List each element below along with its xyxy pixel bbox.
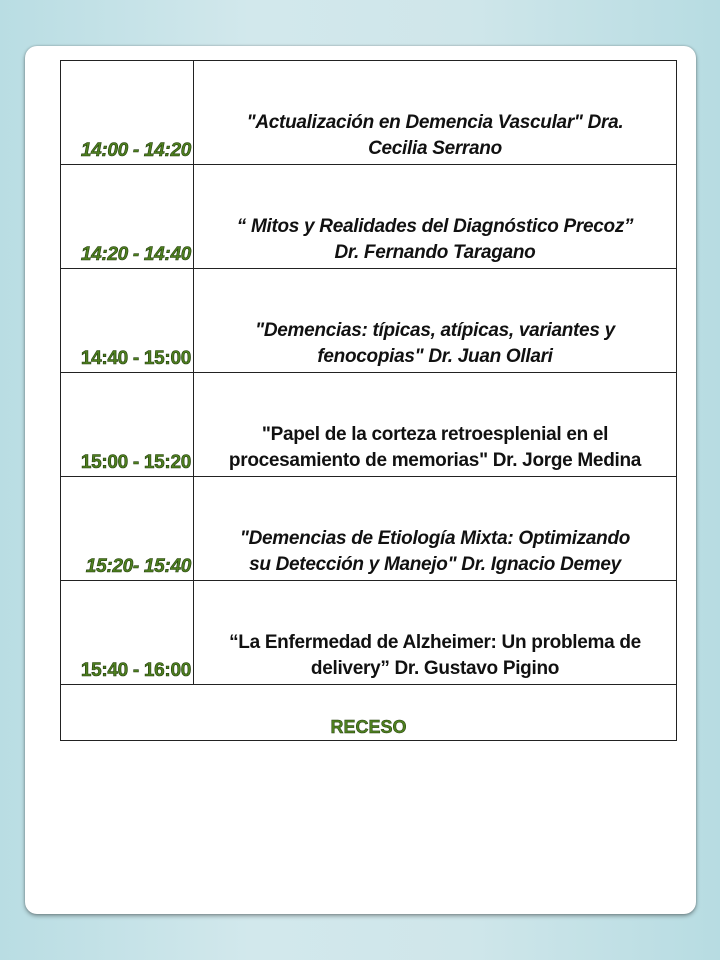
talk-title-line: "Demencias: típicas, atípicas, variantes y bbox=[255, 320, 615, 341]
talk-speaker-line: Dr. Fernando Taragano bbox=[334, 242, 536, 263]
schedule-row bbox=[61, 373, 677, 477]
time-slot: 14:20 - 14:40 bbox=[80, 244, 191, 265]
talk-cell bbox=[194, 373, 677, 477]
recess-cell bbox=[61, 685, 677, 741]
schedule-row bbox=[61, 477, 677, 581]
schedule-row bbox=[61, 581, 677, 685]
schedule-table bbox=[60, 60, 677, 741]
time-cell bbox=[61, 165, 194, 269]
talk-title-line: “ Mitos y Realidades del Diagnóstico Precoz” bbox=[236, 216, 634, 237]
talk-cell bbox=[194, 61, 677, 165]
talk-cell bbox=[194, 165, 677, 269]
time-slot: 15:20- 15:40 bbox=[85, 556, 191, 577]
talk-title-line: "Actualización en Demencia Vascular" Dra. bbox=[246, 112, 624, 133]
time-slot: 14:00 - 14:20 bbox=[80, 140, 191, 161]
talk-cell bbox=[194, 269, 677, 373]
time-cell bbox=[61, 477, 194, 581]
talk-cell bbox=[194, 581, 677, 685]
talk-speaker-line: fenocopias" Dr. Juan Ollari bbox=[317, 346, 553, 367]
talk-speaker-line: delivery” Dr. Gustavo Pigino bbox=[310, 658, 560, 679]
schedule-row bbox=[61, 165, 677, 269]
time-cell bbox=[61, 373, 194, 477]
talk-cell bbox=[194, 477, 677, 581]
talk-title-line: “La Enfermedad de Alzheimer: Un problema de bbox=[229, 632, 641, 653]
time-cell bbox=[61, 269, 194, 373]
time-slot: 15:40 - 16:00 bbox=[80, 660, 191, 681]
time-slot: 14:40 - 15:00 bbox=[80, 348, 191, 369]
schedule-row bbox=[61, 269, 677, 373]
time-cell bbox=[61, 61, 194, 165]
recess-label: RECESO bbox=[330, 717, 407, 737]
schedule-row bbox=[61, 61, 677, 165]
time-cell bbox=[61, 581, 194, 685]
talk-title-line: "Demencias de Etiología Mixta: Optimizando bbox=[239, 528, 631, 549]
recess-row bbox=[61, 685, 677, 741]
talk-speaker-line: procesamiento de memorias" Dr. Jorge Medina bbox=[228, 450, 642, 471]
talk-speaker-line: Cecilia Serrano bbox=[368, 138, 502, 159]
talk-speaker-line: su Detección y Manejo" Dr. Ignacio Demey bbox=[249, 554, 621, 575]
time-slot: 15:00 - 15:20 bbox=[80, 452, 191, 473]
talk-title-line: "Papel de la corteza retroesplenial en el bbox=[261, 424, 609, 445]
